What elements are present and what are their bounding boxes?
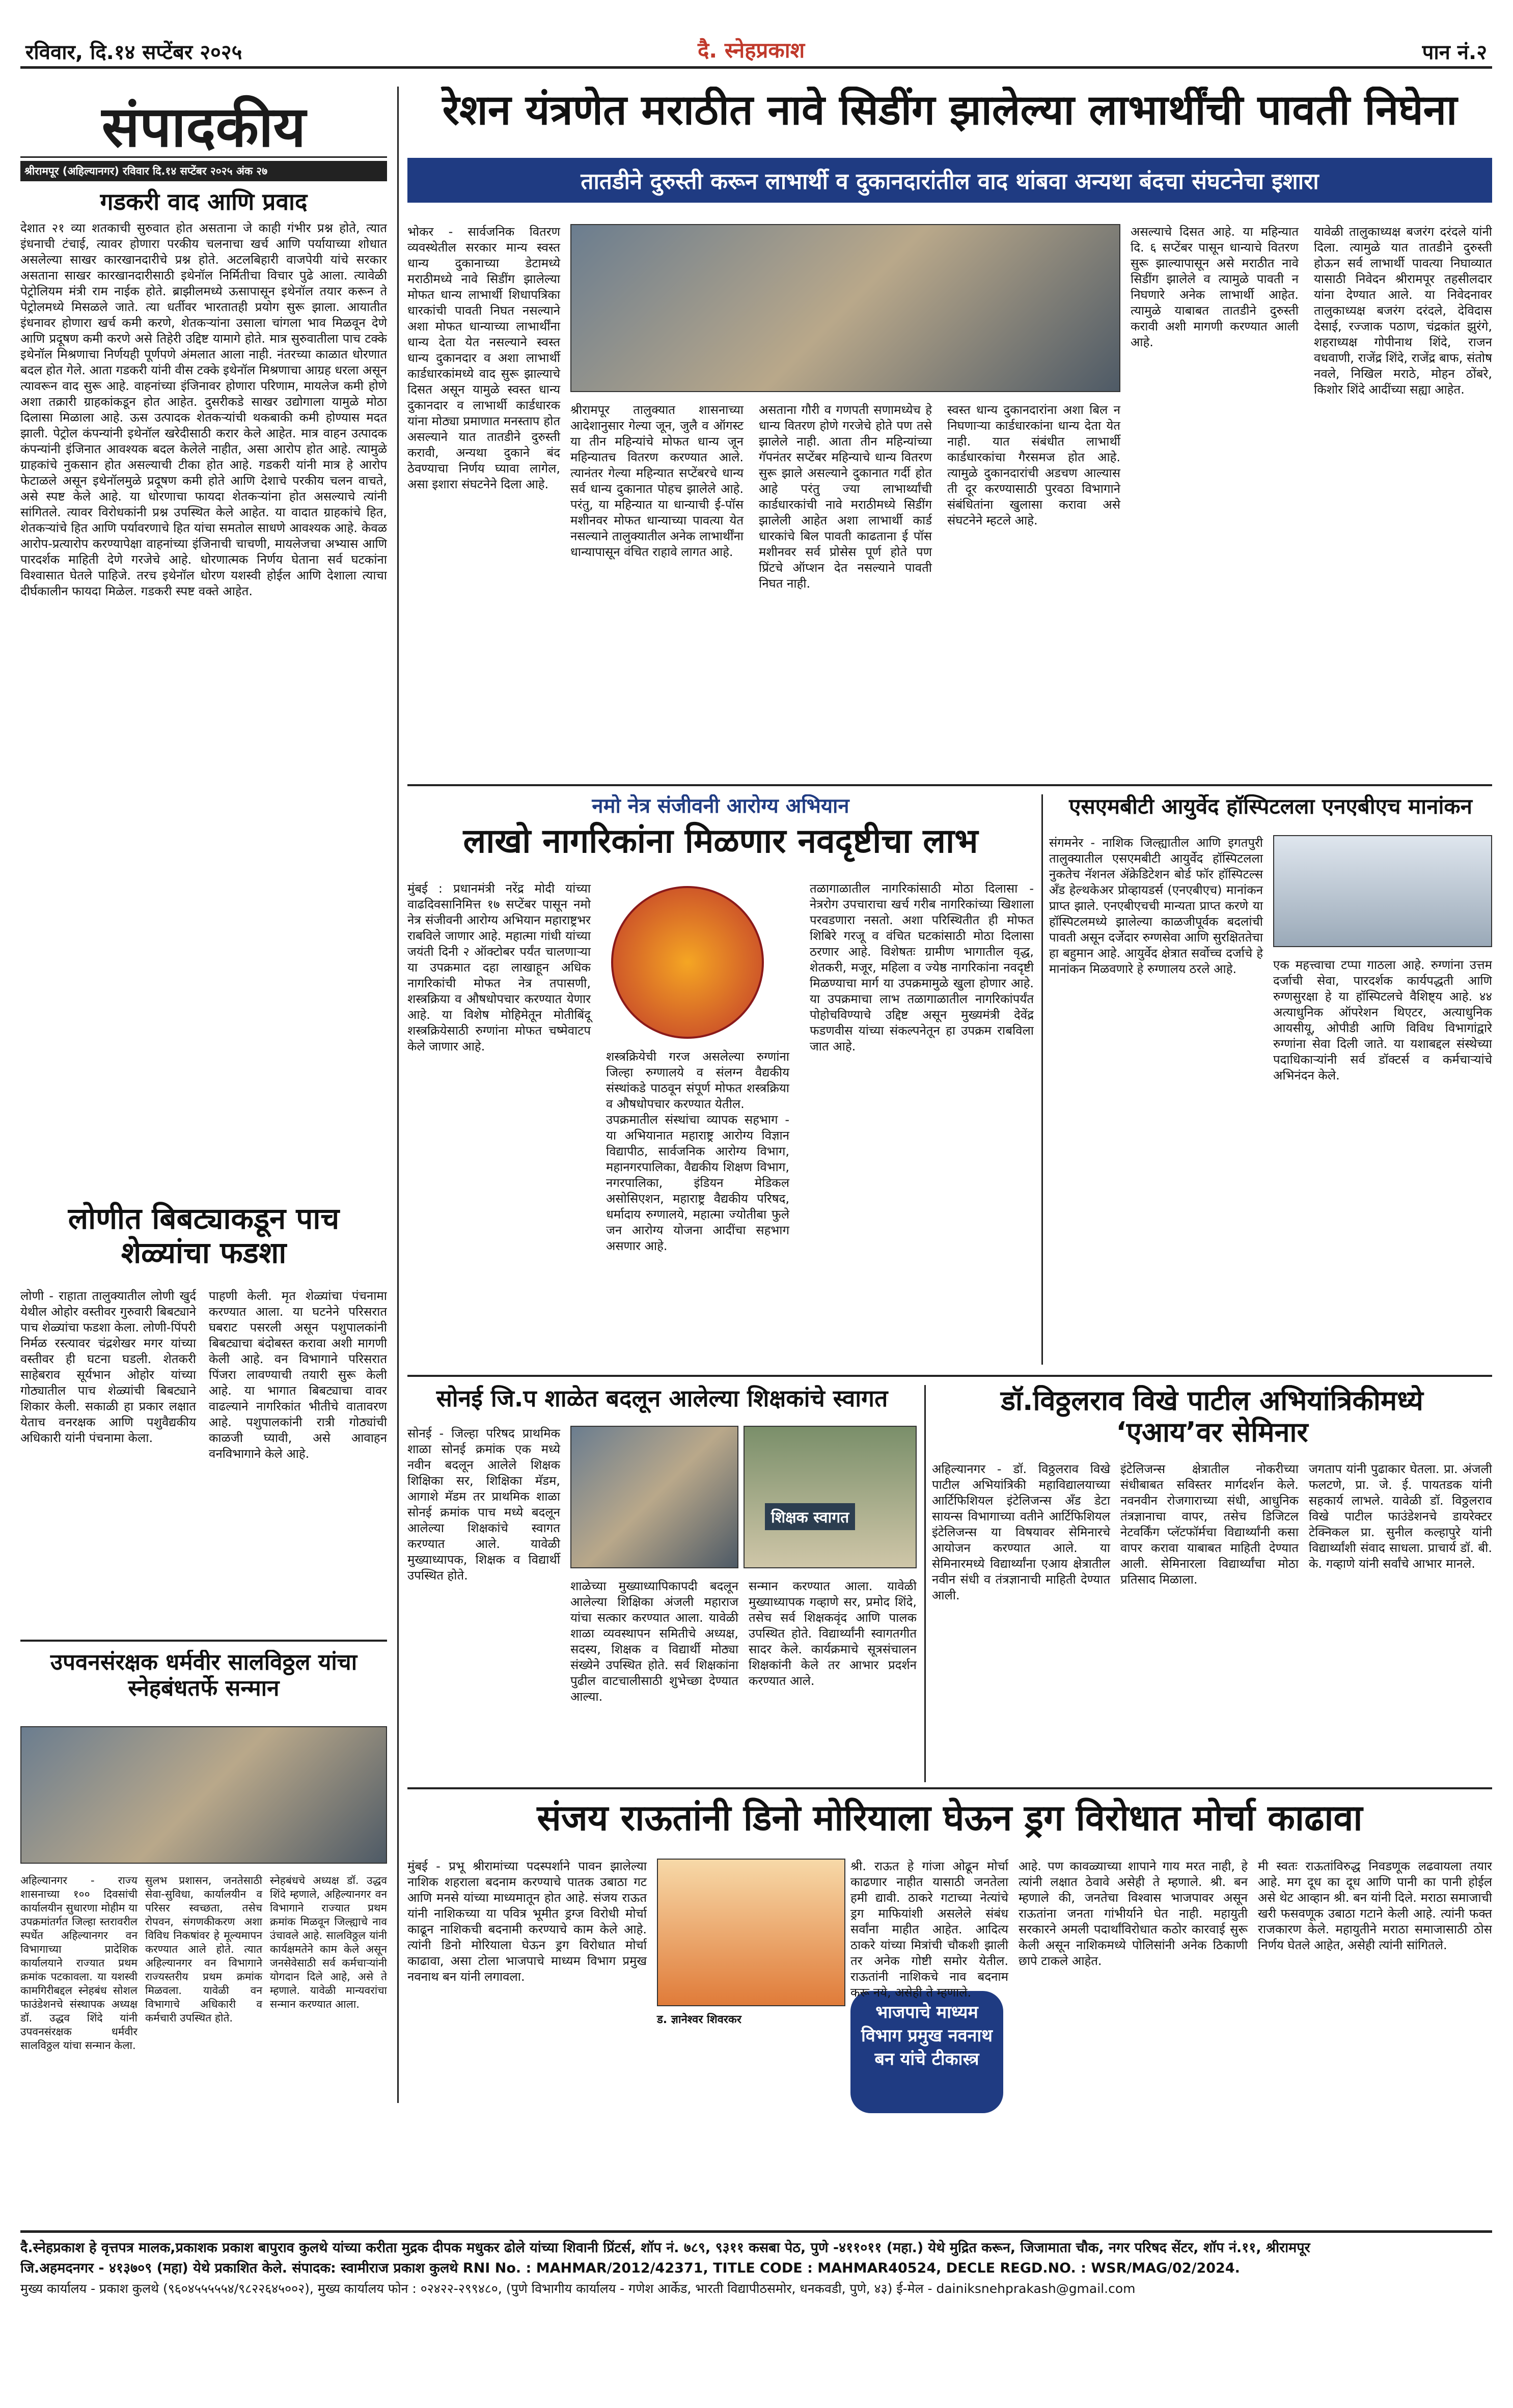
sonai-story (407, 1385, 917, 1782)
raut-col-2: श्री. राऊत हे गांजा ओढून मोर्चा काढणार नाहीत यासाठी जनतेला हमी द्यावी. ठाकरे गटाच्या नेत्यांचे ड्रग माफियांशी असलेले संबंध सर्वांना माहीत आहेत. आदित्य ठाकरे यांच्या मित्रांची चौकशी झाली तर अनेक गोष्टी समोर येतील. राऊतांनी नाशिकचे नाव बदनाम करू नये, असेही ते म्हणाले. (850, 1859, 1008, 2000)
netra-logo (611, 886, 764, 1039)
editorial-headline: गडकरी वाद आणि प्रवाद (100, 188, 308, 215)
loni-story (20, 1202, 387, 1635)
vikhe-headline: डॉ.विठ्ठलराव विखे पाटील अभियांत्रिकीमध्ये ‘एआय’वर सेमिनार (1001, 1385, 1423, 1449)
loni-col-2: पाहणी केली. मृत शेळ्यांचा पंचनामा करण्यात आला. या घटनेने परिसरात घबराट पसरली असून पशुपालकांनी बिबट्याचा बंदोबस्त करावा अशी मागणी केली आहे. वन विभागाने परिसरात पिंजरा लावण्याची तयारी सुरू केली आहे. या भागात बिबट्याचा वावर वाढल्याने नागरिकांत भीतीचे वातावरण आहे. पशुपालकांनी रात्री गोठ्यांची काळजी घ्यावी, असे आवाहन वनविभागाने केले आहे. (209, 1289, 387, 1461)
raut-story (407, 1797, 1492, 2123)
raut-photo-caption: ड. ज्ञानेश्वर शिवरकर (657, 2013, 741, 2026)
footer-contact: मुख्य कार्यालय - प्रकाश कुलथे (९६०४५५५५५४/९८२२६४५००२), मुख्य कार्यालय फोन : ०२४२२-२९९४८०, (पुणे विभागीय कार्यालय - गणेश आर्केड, भारती विद्यापीठसमोर, धनकवडी, पुणे, ४३) ई-मेल - dainiksnehprakash@gmail.com (20, 2281, 1136, 2296)
lead-col-3: असताना गौरी व गणपती सणामध्येच हे धान्य वितरण होणे गरजेचे होते पण तसे झालेले नाही. आता तीन महिन्यांच्या गॅपनंतर सप्टेंबर महिन्याचे धान्य वितरण सुरू झाले असल्याने दुकानात गर्दी होत आहे परंतु ज्या लाभार्थ्यांची कार्डधारकांची नावे मराठीमध्ये सिडींग झालेली आहेत अशा लाभार्थी कार्ड धारकांचे बिल पावती काढताना ई पॉस मशीनवर सर्व प्रोसेस पूर्ण होते पण प्रिंटचे ऑप्शन देत नसल्याने पावती निघत नाही. (759, 403, 932, 591)
sonai-col-2: शाळेच्या मुख्याध्यापिकापदी बदलून आलेल्या शिक्षिका अंजली महाराज यांचा सत्कार करण्यात आला. यावेळी शाळा व्यवस्थापन समितीचे अध्यक्ष, सदस्य, शिक्षक व विद्यार्थी मोठ्या संख्येने उपस्थित होते. सर्व शिक्षकांना पुढील वाटचालीसाठी शुभेच्छा देण्यात आल्या. (570, 1579, 738, 1704)
footer (20, 2230, 1492, 2342)
lead-col-2: श्रीरामपूर तालुक्यात शासनाच्या आदेशानुसार गेल्या जून, जुलै व ऑगस्ट या तीन महिन्यांचे मोफत धान्य जून महिन्यातच वितरण करण्यात आले. त्यानंतर गेल्या महिन्यात सप्टेंबरचे धान्य सर्व धान्य दुकानात पोहच झालेले आहे. परंतु, या महिन्यात या धान्याची ई-पॉस मशीनवर मोफत धान्याच्या पावत्या येत नसल्याने तालुक्यातील अनेक लाभार्थींना धान्यापासून वंचित राहावे लागत आहे. (570, 403, 744, 559)
sonai-headline: सोनई जि.प शाळेत बदलून आलेल्या शिक्षकांचे स्वागत (436, 1385, 888, 1412)
loni-headline: लोणीत बिबट्याकडून पाच शेळ्यांचा फडशा (68, 1202, 340, 1270)
sangamner-col-1: संगमनेर - नाशिक जिल्ह्यातील आणि इगतपुरी तालुक्यातील एसएमबीटी आयुर्वेद हॉस्पिटलला नुकतेच नॅशनल ॲक्रेडिटेशन बोर्ड फॉर हॉस्पिटल्स अँड हेल्थकेअर प्रोव्हायडर्स (एनएबीएच) मानांकन प्राप्त झाले. एनएबीएचची मान्यता प्राप्त करणे या हॉस्पिटलमध्ये झालेल्या काळजीपूर्वक बदलांची पावती असून दर्जेदार रुग्णसेवा आणि सुरक्षिततेचा हा बहुमान आहे. आयुर्वेद क्षेत्रात सर्वोच्च दर्जाचे हे मानांकन मिळवणारे हे रुग्णालय ठरले आहे. (1049, 836, 1263, 976)
sangamner-photo (1273, 835, 1492, 947)
raut-col-4: मी स्वतः राऊतांविरुद्ध निवडणूक लढवायला तयार आहे. मग दूध का दूध आणि पानी का पानी होईल असे थेट आव्हान श्री. बन यांनी दिले. मराठा समाजाची खरी फसवणूक उबाठा गटाने केली आहे. त्यांनी फक्त राजकारण केले. महायुतीने मराठा समाजासाठी ठोस निर्णय घेतले आहेत, असेही त्यांनी सांगितले. (1258, 1859, 1492, 1952)
sangamner-headline: एसएमबीटी आयुर्वेद हॉस्पिटलला एनएबीएच मानांकन (1069, 794, 1472, 819)
lead-subheadline: तातडीने दुरुस्ती करून लाभार्थी व दुकानदारांतील वाद थांबवा अन्यथा बंदचा संघटनेचा इशारा (407, 158, 1492, 203)
netra-col-3: तळागाळातील नागरिकांसाठी मोठा दिलासा - नेत्ररोग उपचाराचा खर्च गरीब नागरिकांच्या खिशाला परवडणारा नसतो. अशा परिस्थितीत ही मोफत शिबिरे गरजू व वंचित घटकांसाठी मोठा दिलासा ठरणार आहे. विशेषतः ग्रामीण भागातील वृद्ध, शेतकरी, मजूर, महिला व ज्येष्ठ नागरिकांना नवदृष्टी मिळण्याचा मार्ग या उपक्रमामुळे खुला होणार आहे. या उपक्रमाचा लाभ तळागाळातील नागरिकांपर्यंत पोहोचविण्याचे उद्दिष्ट असून मुख्यमंत्री देवेंद्र फडणवीस यांच्या संकल्पनेतून हा उपक्रम राबविला जात आहे. (810, 881, 1034, 1054)
dharmaveer-col-1: अहिल्यानगर - राज्य शासनाच्या १०० दिवसांची कार्यालयीन सुधारणा मोहीम या उपक्रमांतर्गत जिल्हा स्तरावरील स्पर्धेत अहिल्यानगर वन विभागाच्या प्रादेशिक कार्यालयाने राज्यात प्रथम क्रमांक पटकावला. या यशस्वी कामगिरीबद्दल स्नेहबंध सोशल फाउंडेशनचे संस्थापक अध्यक्ष डॉ. उद्धव शिंदे यांनी उपवनसंरक्षक धर्मवीर सालविठ्ठल यांचा सन्मान केला. (20, 1874, 137, 2052)
raut-col-3: आहे. पण कावळ्याच्या शापाने गाय मरत नाही, हे त्यांनी लक्षात ठेवावे असेही ते म्हणाले. श्री. बन म्हणाले की, जनतेचा विश्वास भाजपावर असून राऊतांना जनता गांभीर्याने घेत नाही. महायुती सरकारने अमली पदार्थांविरोधात कठोर कारवाई सुरू केली असून नाशिकमध्ये पोलिसांनी अनेक ठिकाणी छापे टाकले आहेत. (1019, 1859, 1248, 1968)
sangamner-story (1049, 794, 1492, 1370)
sangamner-col-2: एक महत्त्वाचा टप्पा गाठला आहे. रुग्णांना उत्तम दर्जाची सेवा, पारदर्शक कार्यपद्धती आणि रुग्णसुरक्षा हे या हॉस्पिटलचे वैशिष्ट्य आहे. ४४ अत्याधुनिक ऑपरेशन थिएटर, अत्याधुनिक आयसीयू, ओपीडी आणि विविध विभागांद्वारे रुग्णांना सेवा दिली जाते. या यशाबद्दल संस्थेच्या पदाधिकाऱ्यांनी सर्व डॉक्टर्स व कर्मचाऱ्यांचे अभिनंदन केले. (1273, 958, 1492, 1083)
sonai-photo-1 (570, 1426, 738, 1568)
vikhe-col-2: इंटेलिजन्स क्षेत्रातील नोकरीच्या संधीबाबत सविस्तर मार्गदर्शन केले. नवनवीन रोजगाराच्या संधी, आधुनिक तंत्रज्ञानाचा वापर, तसेच डिजिटल नेटवर्किंग प्लॅटफॉर्मचा विद्यार्थ्यांनी कसा वापर करावा याबाबत माहिती देण्यात आली. सेमिनारला विद्यार्थ्यांचा मोठा प्रतिसाद मिळाला. (1120, 1462, 1299, 1587)
editorial-title: संपादकीय (20, 87, 387, 158)
netra-col-2: शस्त्रक्रियेची गरज असलेल्या रुग्णांना जिल्हा रुग्णालये व संलग्न वैद्यकीय संस्थांकडे पाठवून संपूर्ण मोफत शस्त्रक्रिया व औषधोपचार करण्यात येतील. उपक्रमातील संस्थांचा व्यापक सहभाग - या अभियानात महाराष्ट्र आरोग्य विज्ञान विद्यापीठ, सार्वजनिक आरोग्य विभाग, महानगरपालिका, वैद्यकीय शिक्षण विभाग, नगरपालिका, इंडियन मेडिकल असोसिएशन, महाराष्ट्र वैद्यकीय परिषद, धर्मादाय रुग्णालये, महात्मा ज्योतीबा फुले जन आरोग्य योजना आदींचा सहभाग असणार आहे. (606, 1049, 789, 1253)
lead-story (407, 87, 1492, 779)
lead-photo (570, 224, 1120, 392)
sonai-photo-board: शिक्षक स्वागत (765, 1503, 855, 1530)
editorial (20, 87, 387, 1186)
vikhe-col-1: अहिल्यानगर - डॉ. विठ्ठलराव विखे पाटील अभियांत्रिकी महाविद्यालयाच्या आर्टिफिशियल इंटेलिजन्स अँड डेटा सायन्स विभागाच्या वतीने आर्टिफिशियल इंटेलिजन्स या विषयावर सेमिनारचे आयोजन करण्यात आले. या सेमिनारमध्ये विद्यार्थ्यांना एआय क्षेत्रातील नवीन संधी व तंत्रज्ञानाची माहिती देण्यात आली. (932, 1462, 1110, 1602)
netra-col-1: मुंबई : प्रधानमंत्री नरेंद्र मोदी यांच्या वाढदिवसानिमित्त १७ सप्टेंबर पासून नमो नेत्र संजीवनी आरोग्य अभियान महाराष्ट्रभर राबविले जाणार आहे. महात्मा गांधी यांच्या जयंती दिनी २ ऑक्टोबर पर्यंत चालणाऱ्या या उपक्रमात दहा लाखाहून अधिक नागरिकांची मोफत नेत्र तपासणी, शस्त्रक्रिया व औषधोपचार करण्यात येणार आहे. या विशेष मोहिमेतून मोतीबिंदू शस्त्रक्रियेसाठी रुग्णांना मोफत चष्मेवाटप केले जाणार आहे. (407, 881, 591, 1054)
netra-kicker: नमो नेत्र संजीवनी आरोग्य अभियान (592, 794, 849, 818)
masthead (20, 28, 1492, 69)
vikhe-story (932, 1385, 1492, 1782)
dharmaveer-col-2: सुलभ प्रशासन, जनतेसाठी सेवा-सुविधा, कार्यालयीन व परिसर स्वच्छता, तसेच रोपवन, संगणकीकरण अशा विविध निकषांवर हे मूल्यमापन करण्यात आले होते. त्यात अहिल्यानगर वन विभागाने राज्यस्तरीय प्रथम क्रमांक मिळवला. यावेळी वन विभागाचे अधिकारी व कर्मचारी उपस्थित होते. (145, 1874, 262, 2024)
lead-col-6: यावेळी तालुकाध्यक्ष बजरंग दरंदले यांनी दिला. त्यामुळे यात तातडीने दुरुस्ती होऊन सर्व लाभार्थी पावत्या निघाव्यात यासाठी निवेदन श्रीरामपूर तहसीलदार यांना देण्यात आले. या निवेदनावर तालुकाध्यक्ष बजरंग दरंदले, देविदास देसाई, रज्जाक पठाण, चंद्रकांत झुरंगे, शहराध्यक्ष गोपीनाथ शिंदे, राजन वधवाणी, राजेंद्र शिंदे, राजेंद्र बाफ, संतोष नवले, निखिल मराठे, मोहन ठोंबरे, किशोर शिंदे आदींच्या सह्या आहेत. (1314, 225, 1492, 397)
footer-imprint-2: जि.अहमदनगर - ४१३७०९ (महा) येथे प्रकाशित केले. संपादक: स्वामीराज प्रकाश कुलथे RNI No. : MAHMAR/2012/42371, TITLE CODE : MAHMAR40524, DECLE REGD.NO. : WSR/MAG/02/2024. (20, 2260, 1240, 2276)
page-number: पान नं.२ (1422, 41, 1487, 64)
dharmaveer-headline: उपवनसंरक्षक धर्मवीर सालविठ्ठल यांचा स्नेहबंधतर्फे सन्मान (50, 1650, 357, 1701)
netra-headline: लाखो नागरिकांना मिळणार नवदृष्टीचा लाभ (463, 821, 978, 861)
lead-col-1: भोकर - सार्वजनिक वितरण व्यवस्थेतील सरकार मान्य स्वस्त धान्य दुकानाच्या डेटामध्ये मराठीमध्ये नावे सिडींग झालेल्या मोफत धान्य लाभार्थी शिधापत्रिका धारकांची पावती निघत नसल्याने अशा मोफत धान्याच्या लाभार्थींना धान्य देता येत नसल्याने स्वस्त धान्य दुकानदार व अशा लाभार्थी कार्डधारकांमध्ये वाद सुरू झाल्याचे दिसत असून यामुळे स्वस्त धान्य दुकानदार व लाभार्थी कार्डधारक यांना मोठ्या प्रमाणात मनस्ताप होत असल्याने यात तातडीने दुरुस्ती करावी, अन्यथा दुकाने बंद ठेवण्याचा निर्णय घ्यावा लागेल, असा इशारा संघटनेने दिला आहे. (407, 225, 560, 491)
raut-badge: भाजपाचे माध्यम विभाग प्रमुख नवनाथ बन यांचे टीकास्त्र (850, 1991, 1003, 2113)
sonai-photo-2 (744, 1426, 917, 1568)
dharmaveer-col-3: स्नेहबंधचे अध्यक्ष डॉ. उद्धव शिंदे म्हणाले, अहिल्यानगर वन विभागाने राज्यात प्रथम क्रमांक मिळवून जिल्ह्याचे नाव उंचावले आहे. सालविठ्ठल यांनी कार्यक्षमतेने काम केले असून जनसेवेसाठी सर्व कर्मचाऱ्यांनी योगदान दिले आहे, असे ते म्हणाले. यावेळी मान्यवरांचा सन्मान करण्यात आला. (270, 1874, 387, 2010)
editorial-dateline: श्रीरामपूर (अहिल्यानगर) रविवार दि.१४ सप्टेंबर २०२५ अंक २७ (20, 161, 387, 181)
raut-photo (657, 1859, 845, 2006)
footer-imprint-1: दै.स्नेहप्रकाश हे वृत्तपत्र मालक,प्रकाशक प्रकाश बापुराव कुलथे यांच्या करीता मुद्रक दीपक मधुकर ढोले यांच्या शिवानी प्रिंटर्स, शॉप नं. ७८९, ९३११ कसबा पेठ, पुणे -४११०११ (महा.) येथे मुद्रित करून, जिजामाता चौक, नगर परिषद सेंटर, शॉप नं.११, श्रीरामपूर (20, 2240, 1310, 2256)
dharmaveer-photo (20, 1726, 387, 1864)
issue-date: रविवार, दि.१४ सप्टेंबर २०२५ (25, 41, 242, 64)
paper-name: दै. स्नेहप्रकाश (698, 38, 805, 63)
dharmaveer-story (20, 1650, 387, 2108)
vikhe-col-3: जगताप यांनी पुढाकार घेतला. प्रा. अंजली फलटणे, प्रा. जे. ई. पायतडक यांनी सहकार्य लाभले. यावेळी डॉ. विठ्ठलराव विखे पाटील फाउंडेशनचे डायरेक्टर टेक्निकल प्रा. सुनील कल्हापुरे यांनी विद्यार्थ्यांशी संवाद साधला. प्राचार्य डॉ. बी. के. गव्हाणे यांनी सर्वांचे आभार मानले. (1309, 1462, 1492, 1571)
lead-col-5: असल्याचे दिसत आहे. या महिन्यात दि. ६ सप्टेंबर पासून धान्याचे वितरण सुरू झाल्यापासून असे मराठीत नावे सिडींग झालेले व त्यामुळे पावती न निघणारे अनेक लाभार्थी आहेत. त्यामुळे याबाबत तातडीने दुरुस्ती करावी अशी मागणी करण्यात आली आहे. (1131, 225, 1299, 349)
netra-story (407, 794, 1034, 1370)
lead-col-4: स्वस्त धान्य दुकानदारांना अशा बिल न निघणाऱ्या कार्डधारकांना धान्य देता येत नाही. यात संबंधीत लाभार्थी कार्डधारकांचा गैरसमज होत आहे. त्यामुळे दुकानदारांची अडचण आल्यास ती दूर करण्यासाठी पुरवठा विभागाने संबंधितांना खुलासा करावा असे संघटनेने म्हटले आहे. (947, 403, 1120, 528)
loni-col-1: लोणी - राहाता तालुक्यातील लोणी खुर्द येथील ओहोर वस्तीवर गुरुवारी बिबट्याने पाच शेळ्यांचा फडशा केला. लोणी-पिंपरी निर्मळ रस्त्यावर चंद्रशेखर मगर यांच्या वस्तीवर ही घटना घडली. शेतकरी साहेबराव सूर्यभान ओहोर यांच्या गोठ्यातील पाच शेळ्यांची बिबट्याने शिकार केली. सकाळी हा प्रकार लक्षात येताच वनरक्षक आणि पशुवैद्यकीय अधिकारी यांनी पंचनामा केला. (20, 1289, 196, 1445)
lead-headline: रेशन यंत्रणेत मराठीत नावे सिडींग झालेल्या लाभार्थींची पावती निघेना (442, 87, 1457, 134)
raut-col-1: मुंबई - प्रभू श्रीरामांच्या पदस्पर्शाने पावन झालेल्या नाशिक शहराला बदनाम करण्याचे पातक उबाठा गट आणि मनसे यांच्या माध्यमातून होत आहे. संजय राऊत यांनी नाशिकच्या या पवित्र भूमीत ड्रग्ज विरोधी मोर्चा काढून नाशिकची बदनामी करण्याचे काम केले आहे. त्यांनी डिनो मोरियाला घेऊन ड्रग विरोधात मोर्चा काढावा, असा टोला भाजपाचे माध्यम विभाग प्रमुख नवनाथ बन यांनी लगावला. (407, 1859, 647, 1984)
sonai-col-1: सोनई - जिल्हा परिषद प्राथमिक शाळा सोनई क्रमांक एक मध्ये नवीन बदलून आलेले शिक्षक शिक्षिका सर, शिक्षिका मॅडम, आगाशे मॅडम तर प्राथमिक शाळा सोनई क्रमांक पाच मध्ये बदलून आलेल्या शिक्षकांचे स्वागत करण्यात आले. यावेळी मुख्याध्यापक, शिक्षक व विद्यार्थी उपस्थित होते. (407, 1426, 560, 1583)
sonai-col-3: सन्मान करण्यात आला. यावेळी मुख्याध्यापक गव्हाणे सर, प्रमोद शिंदे, तसेच सर्व शिक्षकवृंद आणि पालक उपस्थित होते. विद्यार्थ्यांनी स्वागतगीत सादर केले. कार्यक्रमाचे सूत्रसंचालन शिक्षकांनी केले तर आभार प्रदर्शन करण्यात आले. (749, 1579, 917, 1688)
raut-headline: संजय राऊतांनी डिनो मोरियाला घेऊन ड्रग विरोधात मोर्चा काढावा (537, 1797, 1363, 1839)
editorial-body: देशात २१ व्या शतकाची सुरुवात होत असताना जे काही गंभीर प्रश्न होते, त्यात इंधनाची टंचाई, त्यावर होणारा परकीय चलनाचा खर्च आणि पर्यायाच्या शोधात असलेल्या साखर कारखानदारीचे प्रश्न होते. अटलबिहारी वाजपेयी यांचे सरकार असताना साखर कारखानदारीसाठी इथेनॉल निर्मितीचा विचार पुढे आला. त्यावेळी पेट्रोलियम मंत्री राम नाईक होते. ब्राझीलमध्ये ऊसापासून इथेनॉल तयार करून ते पेट्रोलमध्ये मिसळले जाते. त्या धर्तीवर भारतातही प्रयोग सुरू झाला. आयातीत इंधनावर होणारा खर्च कमी करणे, शेतकऱ्यांना उसाला चांगला भाव मिळवून देणे आणि प्रदूषण कमी करणे असे तिहेरी उद्दिष्ट यामागे होते. मात्र सुरुवातीला पाच टक्के इथेनॉल मिश्रणाचा निर्णयही पूर्णपणे अंमलात आला नाही. नंतरच्या काळात धोरणात बदल होत गेले. आता गडकरी यांनी वीस टक्के इथेनॉल मिश्रणाचा आग्रह धरला असून त्यावरून वाद सुरू आहे. वाहनांच्या इंजिनावर होणारा परिणाम, मायलेज कमी होणे अशा तक्रारी ग्राहकांकडून होत आहेत. दुसरीकडे साखर उद्योगाला यामुळे मोठा दिलासा मिळाला आहे. ऊस उत्पादक शेतकऱ्यांची थकबाकी कमी होण्यास मदत झाली. पेट्रोल कंपन्यांनी इथेनॉल खरेदीसाठी करार केले आहेत. मात्र वाहन उत्पादक कंपन्यांनी इंजिनात आवश्यक बदल केलेले नाहीत, असा आरोप होत आहे. त्यामुळे ग्राहकांचे नुकसान होत असल्याची टीका होत आहे. गडकरी यांनी मात्र हे आरोप फेटाळले असून इथेनॉलमुळे प्रदूषण कमी होते आणि देशाचे परकीय चलन वाचते, असे स्पष्ट केले आहे. या धोरणाचा फायदा शेतकऱ्यांना होत असल्याचे त्यांनी सांगितले. त्यावर विरोधकांनी प्रश्न उपस्थित केले आहेत. या वादात ग्राहकांचे हित, शेतकऱ्यांचे हित आणि पर्यावरणाचे हित यांचा समतोल साधणे आवश्यक आहे. केवळ आरोप-प्रत्यारोप करण्यापेक्षा वाहनांच्या इंजिनाची चाचणी, मायलेजचा अभ्यास आणि पारदर्शक माहिती देणे गरजेचे आहे. धोरणात्मक निर्णय घेताना सर्व घटकांना विश्वासात घेतले पाहिजे. तरच इथेनॉल धोरण यशस्वी होईल आणि देशाला त्याचा दीर्घकालीन फायदा मिळेल. गडकरी स्पष्ट वक्ते आहेत. (20, 220, 387, 598)
